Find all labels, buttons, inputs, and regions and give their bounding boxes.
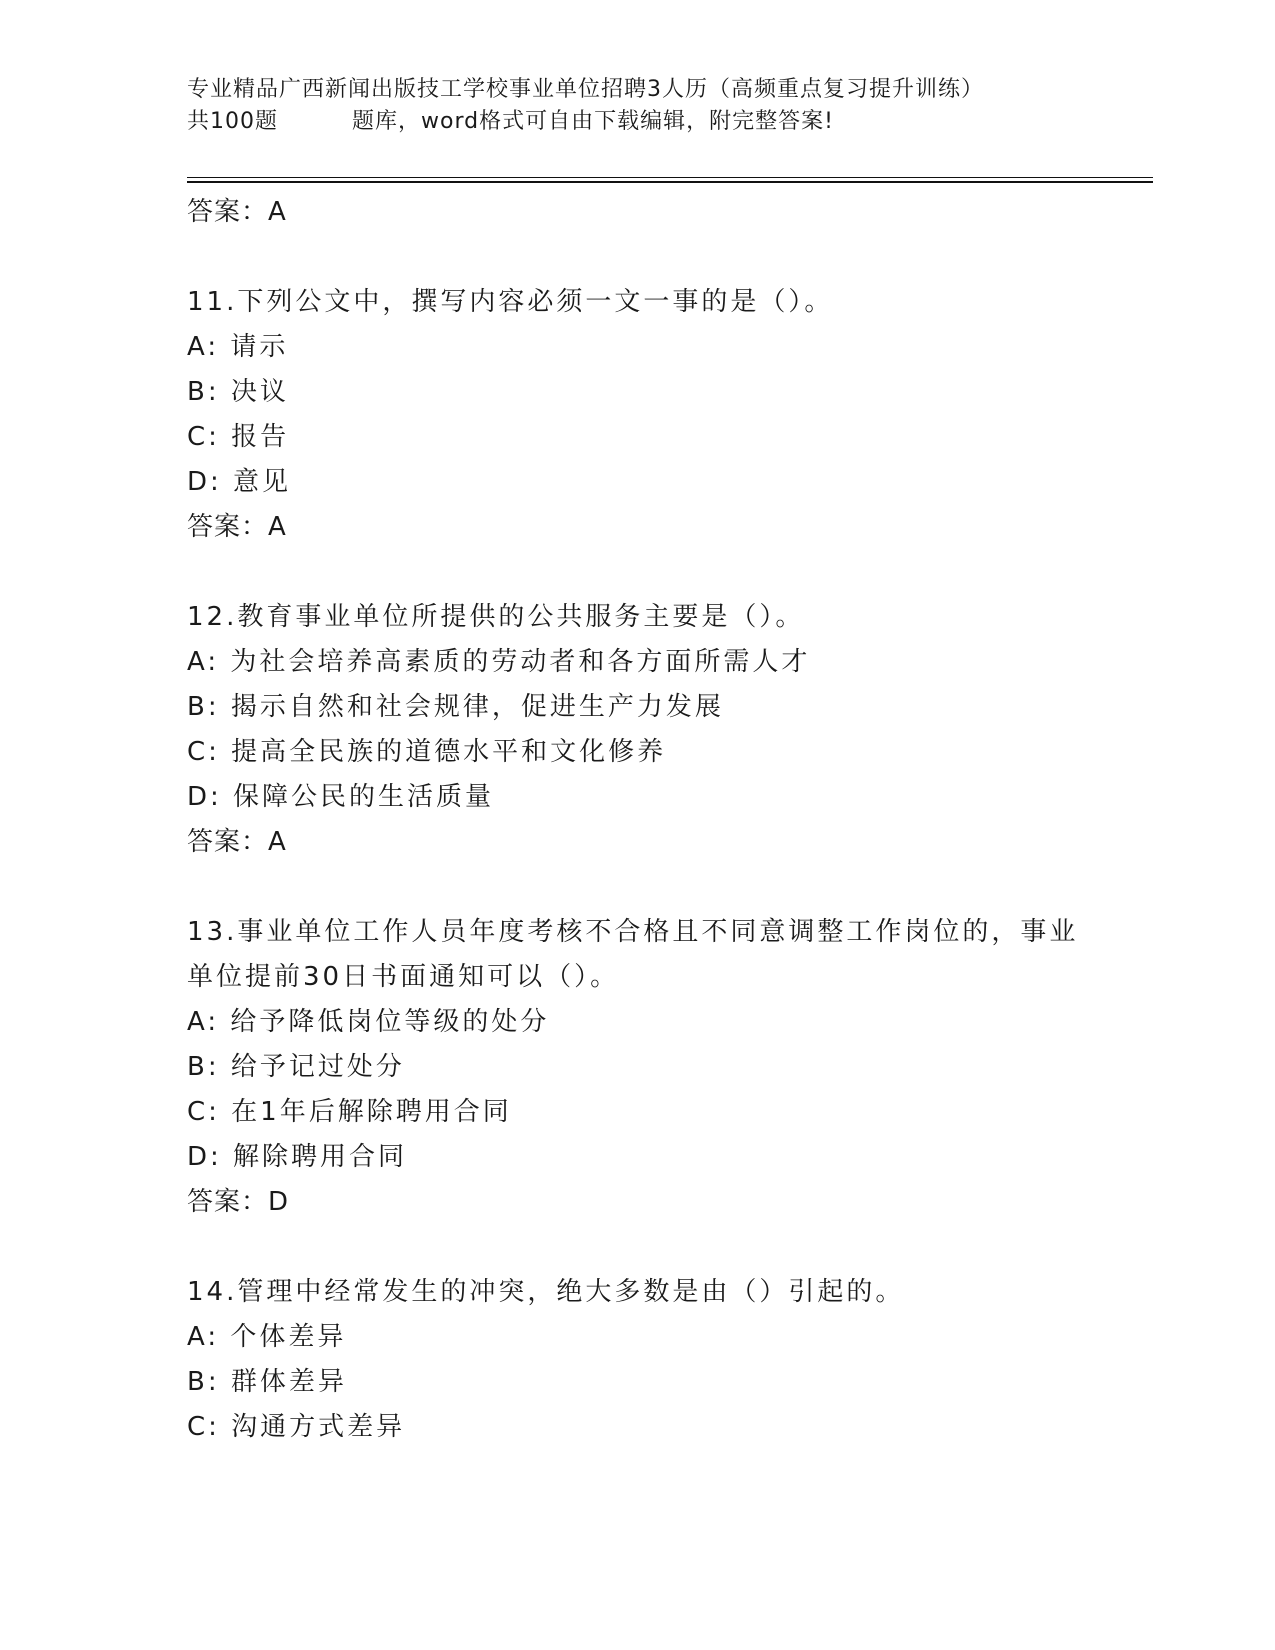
option-a: A: 请示 (187, 332, 289, 362)
question-stem: 11.下列公文中，撰写内容必须一文一事的是（）。 (187, 287, 834, 317)
question-stem: 14.管理中经常发生的冲突，绝大多数是由（）引起的。 (187, 1277, 905, 1307)
header-rule-thick (187, 181, 1153, 183)
question-11 (187, 280, 1087, 550)
answer-line: 答案：A (187, 197, 287, 227)
option-b: B: 决议 (187, 377, 289, 407)
option-c: C: 沟通方式差异 (187, 1412, 406, 1442)
question-stem: 12.教育事业单位所提供的公共服务主要是（）。 (187, 602, 805, 632)
header-note: 题库，word格式可自由下载编辑，附完整答案! (352, 109, 834, 134)
option-d: D: 意见 (187, 467, 292, 497)
header-rule-thin (187, 177, 1153, 178)
option-c: C: 提高全民族的道德水平和文化修养 (187, 737, 667, 767)
question-12 (187, 595, 1087, 865)
option-b: B: 群体差异 (187, 1367, 347, 1397)
question-13 (187, 910, 1087, 1225)
option-b: B: 揭示自然和社会规律，促进生产力发展 (187, 692, 724, 722)
answer-line: 答案：D (187, 1187, 290, 1217)
header-title: 专业精品广西新闻出版技工学校事业单位招聘3人历（高频重点复习提升训练） (187, 77, 984, 102)
page-header (187, 74, 1087, 138)
option-d: D: 保障公民的生活质量 (187, 782, 495, 812)
answer-line: 答案：A (187, 827, 287, 857)
header-count: 共100题 (187, 109, 278, 134)
option-a: A: 给予降低岗位等级的处分 (187, 1007, 550, 1037)
option-c: C: 报告 (187, 422, 290, 452)
option-b: B: 给予记过处分 (187, 1052, 405, 1082)
question-stem: 13.事业单位工作人员年度考核不合格且不同意调整工作岗位的，事业 (187, 917, 1079, 947)
answer-line: 答案：A (187, 512, 287, 542)
option-a: A: 为社会培养高素质的劳动者和各方面所需人才 (187, 647, 811, 677)
option-c: C: 在1年后解除聘用合同 (187, 1097, 512, 1127)
question-stem-continued: 单位提前30日书面通知可以（）。 (187, 962, 620, 992)
option-a: A: 个体差异 (187, 1322, 347, 1352)
option-d: D: 解除聘用合同 (187, 1142, 408, 1172)
question-list (187, 190, 1087, 1450)
header-subtitle (187, 106, 1087, 138)
question-14 (187, 1270, 1087, 1450)
